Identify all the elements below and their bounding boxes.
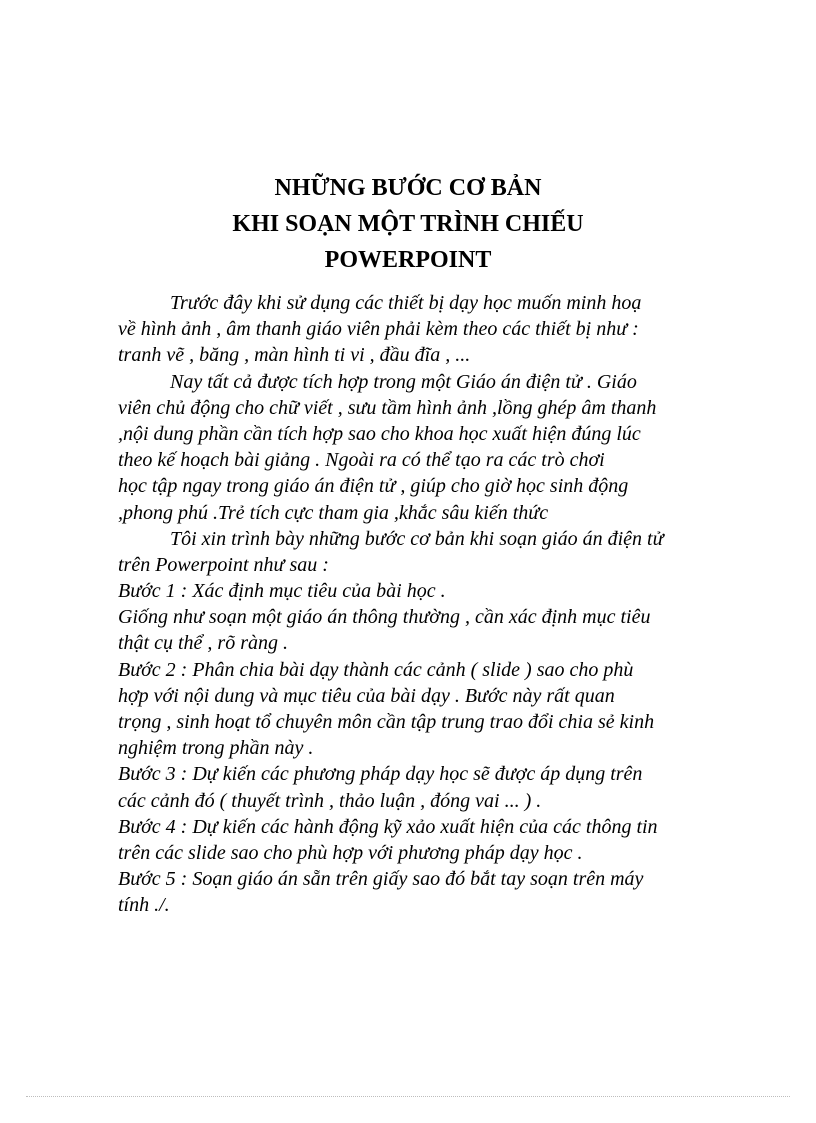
body-line: Giống như soạn một giáo án thông thường , cần xác định mục tiêu [118,606,651,629]
body-line: tranh vẽ , băng , màn hình ti vi , đầu đĩa , ... [118,344,471,367]
body-line: ,nội dung phần cần tích hợp sao cho khoa học xuất hiện đúng lúc [118,422,641,445]
step-heading: Bước 1 : Xác định mục tiêu của bài học . [118,580,446,603]
page-bottom-divider [26,1096,790,1097]
body-line: trọng , sinh hoạt tổ chuyên môn cần tập trung trao đổi chia sẻ kinh [118,711,655,733]
body-line: Nay tất cả được tích hợp trong một Giáo án điện tử . Giáo [170,370,637,393]
step-heading: Bước 2 : Phân chia bài dạy thành các cảnh ( slide ) sao cho phù [118,658,634,681]
body-line: về hình ảnh , âm thanh giáo viên phải kèm theo các thiết bị như : [118,318,639,341]
body-line: trên các slide sao cho phù hợp với phương pháp dạy học . [118,841,583,864]
document-body [118,290,718,919]
body-line: trên Powerpoint như sau : [118,553,329,576]
body-line: các cảnh đó ( thuyết trình , thảo luận , đóng vai ... ) . [118,789,542,812]
body-line: theo kế hoạch bài giảng . Ngoài ra có thể tạo ra các trò chơi [118,449,605,472]
body-line: tính ./. [118,894,170,917]
body-line: học tập ngay trong giáo án điện tử , giúp cho giờ học sinh động [118,475,629,498]
body-line: Trước đây khi sử dụng các thiết bị dạy học muốn minh hoạ [170,292,642,314]
body-line: hợp với nội dung và mục tiêu của bài dạy . Bước này rất quan [118,684,615,707]
body-line: viên chủ động cho chữ viết , sưu tầm hình ảnh ,lồng ghép âm thanh [118,396,657,419]
body-line: ,phong phú .Trẻ tích cực tham gia ,khắc sâu kiến thức [118,501,549,524]
body-line: nghiệm trong phần này . [118,737,314,760]
title-line: POWERPOINT [324,247,492,273]
title-line: NHỮNG BƯỚC CƠ BẢN [274,175,542,201]
step-heading: Bước 5 : Soạn giáo án sẵn trên giấy sao đó bắt tay soạn trên máy [118,868,644,891]
step-heading: Bước 4 : Dự kiến các hành động kỹ xảo xuất hiện của các thông tin [118,815,658,838]
document-title [0,170,816,278]
step-heading: Bước 3 : Dự kiến các phương pháp dạy học sẽ được áp dụng trên [118,763,643,786]
body-line: Tôi xin trình bày những bước cơ bản khi soạn giáo án điện tử [170,527,664,550]
title-line: KHI SOẠN MỘT TRÌNH CHIẾU [232,211,584,237]
body-line: thật cụ thể , rõ ràng . [118,632,288,655]
